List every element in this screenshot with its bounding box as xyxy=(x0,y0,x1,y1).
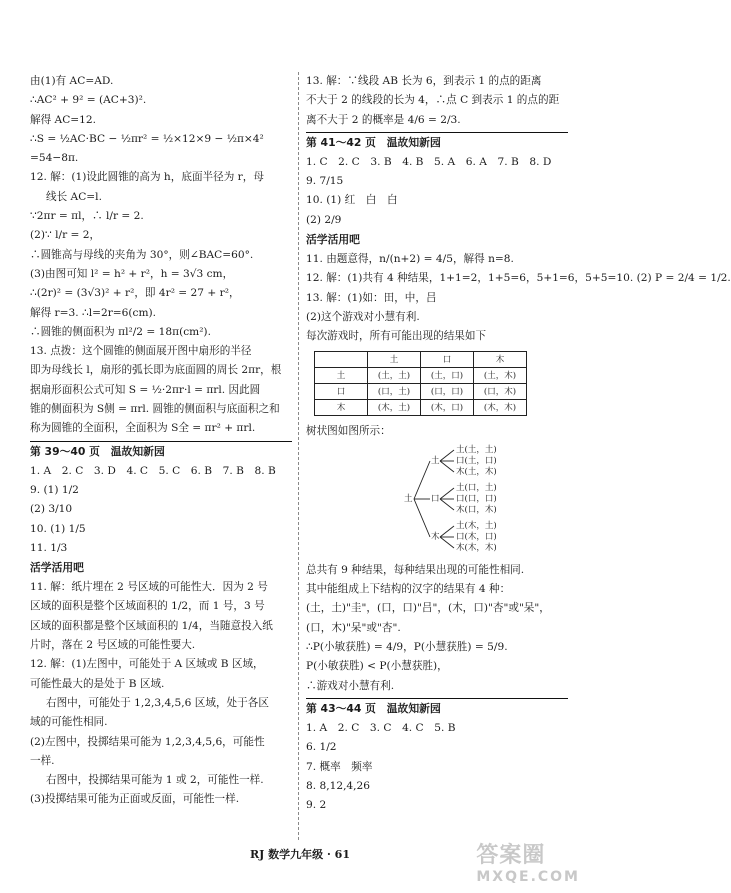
text-line: 解得 AC=12. xyxy=(30,113,97,126)
table-cell: (土，土) xyxy=(368,367,421,383)
text-line: 13. 点拨：这个圆锥的侧面展开图中扇形的半径 xyxy=(30,345,252,358)
text-line: 即为母线长 l，扇形的弧长即为底面圆的周长 2πr，根 xyxy=(30,364,282,377)
text-line: 每次游戏时，所有可能出现的结果如下 xyxy=(306,330,487,343)
text-line: 由(1)有 AC=AD. xyxy=(30,75,114,87)
text-line: 8. 8,12,4,26 xyxy=(306,779,371,792)
table-cell: 木 xyxy=(474,351,527,367)
table-row xyxy=(315,399,527,415)
subsection-heading: 活学活用吧 xyxy=(306,233,360,247)
tree-leaf: 口(口，口) xyxy=(456,493,497,504)
table-cell: 土 xyxy=(315,367,368,383)
text-line: ∴AC² + 9² = (AC+3)². xyxy=(30,94,147,107)
text-line: (2) 3/10 xyxy=(30,503,73,516)
tree-diagram xyxy=(306,441,568,561)
text-line: ∴圆锥高与母线的夹角为 30°，则∠BAC=60°. xyxy=(30,248,254,261)
tree-node: 木 xyxy=(431,531,440,542)
table-cell: (木，口) xyxy=(421,399,474,415)
text-line: 解得 r=3. ∴l=2r=6(cm). xyxy=(30,306,157,319)
section-heading: 第 43～44 页 温故知新园 xyxy=(306,698,568,719)
text-line: ∴游戏对小慧有利. xyxy=(306,679,395,692)
text-line: 10. (1) 1/5 xyxy=(30,522,86,535)
text-line: 12. 解：(1)设此圆锥的高为 h，底面半径为 r，母 xyxy=(30,171,264,184)
table-cell: (口，土) xyxy=(368,383,421,399)
left-column xyxy=(30,72,292,810)
tree-leaf: 木(木，木) xyxy=(456,542,497,553)
table-cell: (木，土) xyxy=(368,399,421,415)
text-line: 7. 概率 频率 xyxy=(306,760,373,773)
text-line: 据扇形面积公式可知 S = ½·2πr·l = πrl. 因此圆 xyxy=(30,383,261,396)
tree-leaf: 土(木，土) xyxy=(456,520,497,531)
tree-root: 土 xyxy=(404,493,413,504)
text-line: 区域的面积是整个区域面积的 1/2，而 1 号，3 号 xyxy=(30,600,265,613)
text-line: 区域的面积都是整个区域面积的 1/4，当随意投入纸 xyxy=(30,619,273,632)
text-line: (3)投掷结果可能为正面或反面，可能性一样. xyxy=(30,793,240,806)
text-line: 1. A 2. C 3. C 4. C 5. B xyxy=(306,721,456,734)
text-line: 12. 解：(1)共有 4 种结果，1+1=2，1+5=6，5+1=6，5+5=10. (2) P = 2/4 = 1/2. xyxy=(306,272,731,285)
section-heading: 第 41～42 页 温故知新园 xyxy=(306,132,568,153)
text-line: 10. (1) 红 白 白 xyxy=(306,194,398,207)
text-line: ∴圆锥的侧面积为 πl²/2 = 18π(cm²). xyxy=(30,325,211,338)
table-cell: 土 xyxy=(368,351,421,367)
text-line: (2)左图中，投掷结果可能为 1,2,3,4,5,6，可能性 xyxy=(30,735,265,748)
text-line: 1. A 2. C 3. D 4. C 5. C 6. B 7. B 8. B xyxy=(30,464,276,477)
text-line: 可能性最大的是处于 B 区域. xyxy=(30,677,165,690)
tree-branch-line xyxy=(440,488,454,499)
text-line: 13. 解：∵线段 AB 长为 6，到表示 1 的点的距离 xyxy=(306,75,542,87)
table-cell: (木，木) xyxy=(474,399,527,415)
text-line: P(小敏获胜) < P(小慧获胜)， xyxy=(306,660,448,673)
tree-branch-line xyxy=(414,499,430,537)
tree-branch-line xyxy=(440,526,454,537)
tree-leaf: 木(土，木) xyxy=(456,466,497,477)
text-line: 13. 解：(1)如：田，中，吕 xyxy=(306,291,437,304)
tree-branch-line xyxy=(440,461,454,472)
text-line: 11. 1/3 xyxy=(30,541,68,554)
text-line: 一样. xyxy=(30,754,55,767)
tree-node: 土 xyxy=(431,455,440,466)
text-line: (土，土)"圭"，(口，口)"吕"，(木，口)"杏"或"呆"， xyxy=(306,602,550,615)
text-line: 片时，落在 2 号区域的可能性要大. xyxy=(30,639,196,652)
text-line: 其中能组成上下结构的汉字的结果有 4 种： xyxy=(306,583,511,596)
tree-leaf: 土(口，土) xyxy=(456,482,497,493)
tree-branch-line xyxy=(440,499,454,510)
text-line: ∵2πr = πl，∴ l/r = 2. xyxy=(30,210,144,223)
text-line: (2)这个游戏对小慧有利. xyxy=(306,310,420,323)
text-line: 线长 AC=l. xyxy=(46,190,102,203)
table-cell: 口 xyxy=(315,383,368,399)
text-line: 树状图如图所示： xyxy=(306,424,391,437)
text-line: 总共有 9 种结果，每种结果出现的可能性相同. xyxy=(306,563,525,576)
text-line: 右图中，可能处于 1,2,3,4,5,6 区域，处于各区 xyxy=(46,696,269,709)
table-row xyxy=(315,367,527,383)
section-heading: 第 39～40 页 温故知新园 xyxy=(30,441,292,462)
subsection-heading: 活学活用吧 xyxy=(30,561,84,575)
tree-branch-line xyxy=(414,461,430,499)
text-line: 锥的侧面积为 S侧 = πrl. 圆锥的侧面积与底面积之和 xyxy=(30,403,280,416)
table-cell xyxy=(315,351,368,367)
text-line: 12. 解：(1)左图中，可能处于 A 区域或 B 区域， xyxy=(30,658,264,671)
text-line: (口，木)"呆"或"杏". xyxy=(306,621,401,634)
tree-leaf: 口(木，口) xyxy=(456,531,497,542)
text-line: =54−8π. xyxy=(30,152,79,165)
outcome-table xyxy=(314,351,527,416)
text-line: 9. 2 xyxy=(306,799,327,812)
page-footer: RJ 数学九年级 · 61 xyxy=(250,848,350,861)
tree-leaf: 口(土，口) xyxy=(456,455,497,466)
tree-branch-line xyxy=(440,450,454,461)
text-line: 域的可能性相同. xyxy=(30,716,108,729)
table-row xyxy=(315,351,527,367)
table-row xyxy=(315,383,527,399)
column-divider xyxy=(298,72,299,840)
text-line: 11. 由题意得，n/(n+2) = 4/5，解得 n=8. xyxy=(306,253,514,266)
text-line: ∴P(小敏获胜) = 4/9，P(小慧获胜) = 5/9. xyxy=(306,641,508,654)
text-line: 9. (1) 1/2 xyxy=(30,483,79,496)
tree-branch-line xyxy=(440,537,454,548)
table-cell: (口，口) xyxy=(421,383,474,399)
table-cell: (口，木) xyxy=(474,383,527,399)
table-cell: (土，口) xyxy=(421,367,474,383)
table-cell: 木 xyxy=(315,399,368,415)
tree-leaf: 土(土，土) xyxy=(456,444,497,455)
text-line: ∴S = ½AC·BC − ½πr² = ½×12×9 − ½π×4² xyxy=(30,132,264,145)
text-line: 右图中，投掷结果可能为 1 或 2，可能性一样. xyxy=(46,774,264,787)
text-line: 称为圆锥的全面积，全面积为 S全 = πr² + πrl. xyxy=(30,422,256,435)
tree-leaf: 木(口，木) xyxy=(456,504,497,515)
text-line: 不大于 2 的线段的长为 4，∴点 C 到表示 1 的点的距 xyxy=(306,94,560,107)
tree-node: 口 xyxy=(431,493,440,504)
table-cell: 口 xyxy=(421,351,474,367)
text-line: (2) 2/9 xyxy=(306,213,342,226)
text-line: 离不大于 2 的概率是 4/6 = 2/3. xyxy=(306,113,461,126)
right-column xyxy=(306,72,731,815)
text-line: 11. 解：纸片埋在 2 号区域的可能性大．因为 2 号 xyxy=(30,581,268,594)
text-line: 1. C 2. C 3. B 4. B 5. A 6. A 7. B 8. D xyxy=(306,155,552,168)
text-line: ∴(2r)² = (3√3)² + r²，即 4r² = 27 + r²， xyxy=(30,287,240,300)
table-cell: (土，木) xyxy=(474,367,527,383)
text-line: (3)由图可知 l² = h² + r²，h = 3√3 cm， xyxy=(30,267,234,280)
text-line: 6. 1/2 xyxy=(306,741,337,754)
watermark-logo: 答案圈 MXQE.COM xyxy=(476,843,580,885)
text-line: (2)∵ l/r = 2， xyxy=(30,229,101,242)
text-line: 9. 7/15 xyxy=(306,175,344,188)
